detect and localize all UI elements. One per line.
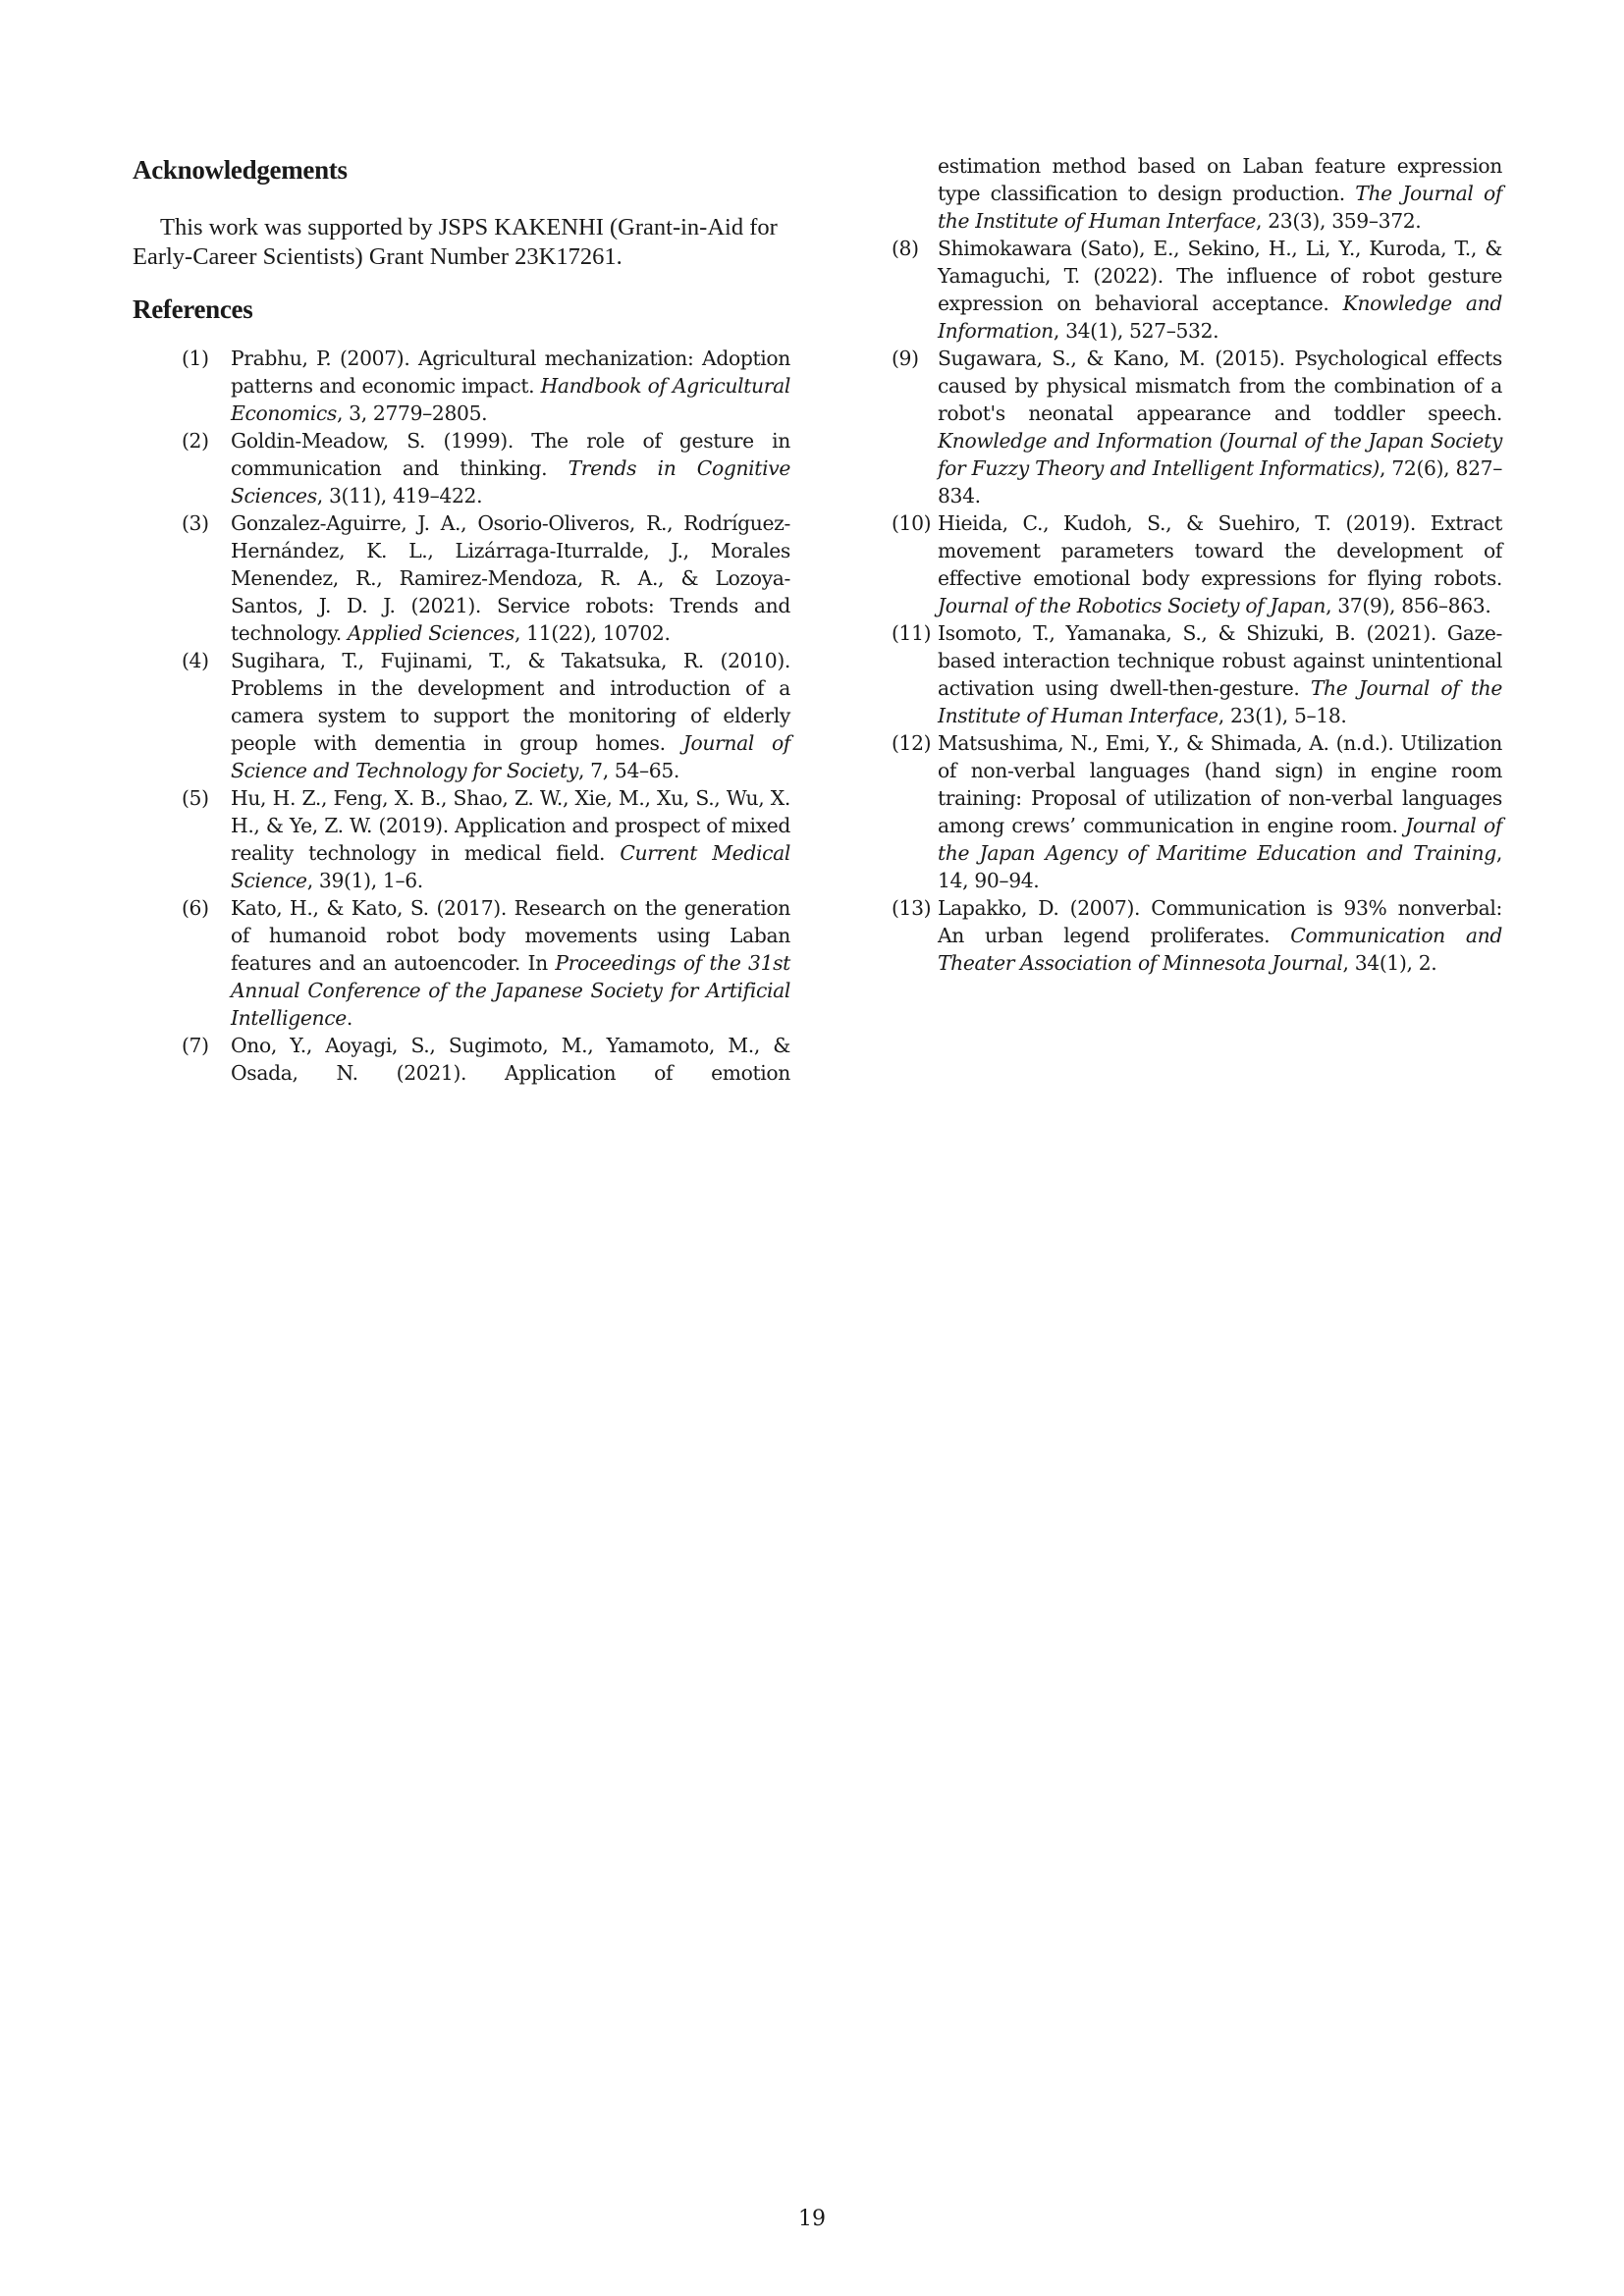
reference-number: (1) <box>182 347 209 370</box>
reference-details: , 37(9), 856–863. <box>1326 594 1491 617</box>
references-heading: References <box>133 294 253 324</box>
reference-text: Prabhu, P. (2007). Agricultural mechanization: Adoption patterns and economic impact. <box>231 347 790 398</box>
acknowledgements-heading: Acknowledgements <box>133 155 348 185</box>
reference-item <box>892 894 1502 977</box>
reference-journal: Proceedings of the 31st Annual Conference of the Japanese Society for Artificial Intelligence <box>231 951 790 1030</box>
reference-text: Sugawara, S., & Kano, M. (2015). Psychological effects caused by physical mismatch from the combination of a robot's neonatal appearance and toddler speech. <box>938 347 1502 425</box>
reference-item <box>133 345 790 427</box>
reference-item <box>133 509 790 647</box>
reference-text: Sugihara, T., Fujinami, T., & Takatsuka, R. (2010). Problems in the development and introduction of a camera system to support the monitoring of elderly people with dementia in group homes. <box>231 649 790 755</box>
reference-journal: Knowledge and Information <box>938 292 1503 343</box>
reference-text: estimation method based on Laban feature expression type classification to design production. <box>938 154 1502 205</box>
reference-item <box>133 427 790 509</box>
reference-text: Ono, Y., Aoyagi, S., Sugimoto, M., Yamamoto, M., & Osada, N. (2021). Application of emotion <box>231 1034 790 1085</box>
reference-item <box>892 509 1502 619</box>
reference-number: (11) <box>892 621 932 645</box>
reference-details: , 34(1), 2. <box>1342 951 1437 975</box>
reference-number: (8) <box>892 237 919 260</box>
reference-item <box>133 894 790 1032</box>
reference-journal: Journal of the Robotics Society of Japan <box>938 594 1326 617</box>
reference-text: Hu, H. Z., Feng, X. B., Shao, Z. W., Xie, M., Xu, S., Wu, X. H., & Ye, Z. W. (2019). Application and prospect of mixed reality technology in medical field. <box>231 786 790 865</box>
reference-item <box>133 1032 790 1087</box>
reference-journal: Journal of the Japan Agency of Maritime Education and Training <box>938 814 1502 865</box>
reference-journal: Communication and Theater Association of Minnesota Journal <box>938 924 1503 975</box>
reference-journal: Applied Sciences <box>347 621 514 645</box>
reference-number: (12) <box>892 731 932 755</box>
reference-text: Isomoto, T., Yamanaka, S., & Shizuki, B. (2021). Gaze-based interaction technique robust against unintentional activation using dwell-then-gesture. <box>938 621 1502 700</box>
reference-number: (10) <box>892 511 932 535</box>
reference-details: , 3, 2779–2805. <box>336 401 488 425</box>
page-number: 19 <box>798 2207 826 2231</box>
reference-item <box>892 619 1502 729</box>
reference-journal: Trends in Cognitive Sciences <box>231 456 791 507</box>
reference-item-continued <box>892 152 1502 235</box>
reference-text: Shimokawara (Sato), E., Sekino, H., Li, Y., Kuroda, T., & Yamaguchi, T. (2022). The influence of robot gesture expression on behavioral acceptance. <box>938 237 1502 315</box>
reference-item <box>133 784 790 894</box>
reference-number: (3) <box>182 511 209 535</box>
reference-details: , 23(3), 359–372. <box>1256 209 1422 233</box>
reference-item <box>892 729 1502 894</box>
reference-journal: Current Medical Science <box>231 841 790 892</box>
reference-details: , 7, 54–65. <box>577 759 679 782</box>
reference-item <box>133 647 790 784</box>
reference-details: , 11(22), 10702. <box>514 621 671 645</box>
reference-details: , 34(1), 527–532. <box>1053 319 1219 343</box>
reference-text: Goldin-Meadow, S. (1999). The role of gesture in communication and thinking. <box>231 429 790 480</box>
acknowledgements-body: This work was supported by JSPS KAKENHI (Grant-in-Aid for Early-Career Scientists) Grant Number 23K17261. <box>133 214 778 270</box>
reference-journal: Knowledge and Information (Journal of the Japan Society for Fuzzy Theory and Intelligent Informatics) <box>938 429 1502 480</box>
reference-number: (6) <box>182 896 209 920</box>
reference-details: , 14, 90–94. <box>938 841 1502 892</box>
reference-item <box>892 345 1502 509</box>
reference-number: (13) <box>892 896 932 920</box>
reference-journal: The Journal of the Institute of Human Interface <box>938 182 1502 233</box>
reference-number: (2) <box>182 429 209 453</box>
reference-list-left <box>133 345 790 1087</box>
reference-number: (9) <box>892 347 919 370</box>
reference-list-right <box>892 152 1502 977</box>
reference-number: (7) <box>182 1034 209 1057</box>
reference-details: . <box>346 1006 353 1030</box>
reference-text: Lapakko, D. (2007). Communication is 93% nonverbal: An urban legend proliferates. <box>938 896 1502 947</box>
reference-details: , 3(11), 419–422. <box>316 484 483 507</box>
reference-text: Kato, H., & Kato, S. (2017). Research on the generation of humanoid robot body movements using Laban features and an autoencoder. In <box>231 896 790 975</box>
reference-details: , 23(1), 5–18. <box>1218 704 1347 727</box>
reference-item <box>892 235 1502 345</box>
reference-journal: The Journal of the Institute of Human Interface <box>938 676 1502 727</box>
reference-text: Matsushima, N., Emi, Y., & Shimada, A. (n.d.). Utilization of non-verbal languages (hand sign) in engine room training: Proposal of utilization of non-verbal languages among crews’ communication in engine room. <box>938 731 1502 837</box>
reference-journal: Handbook of Agricultural Economics <box>231 374 790 425</box>
reference-number: (4) <box>182 649 209 672</box>
reference-journal: Journal of Science and Technology for Society <box>231 731 791 782</box>
reference-number: (5) <box>182 786 209 810</box>
reference-text: Gonzalez-Aguirre, J. A., Osorio-Oliveros, R., Rodríguez-Hernández, K. L., Lizárraga-Iturralde, J., Morales Menendez, R., Ramirez-Mendoza, R. A., & Lozoya-Santos, J. D. J. (2021). Service robots: Trends and technology. <box>231 511 790 645</box>
reference-details: , 72(6), 827–834. <box>938 456 1502 507</box>
reference-text: Hieida, C., Kudoh, S., & Suehiro, T. (2019). Extract movement parameters toward the development of effective emotional body expressions for flying robots. <box>938 511 1502 590</box>
reference-details: , 39(1), 1–6. <box>306 869 423 892</box>
